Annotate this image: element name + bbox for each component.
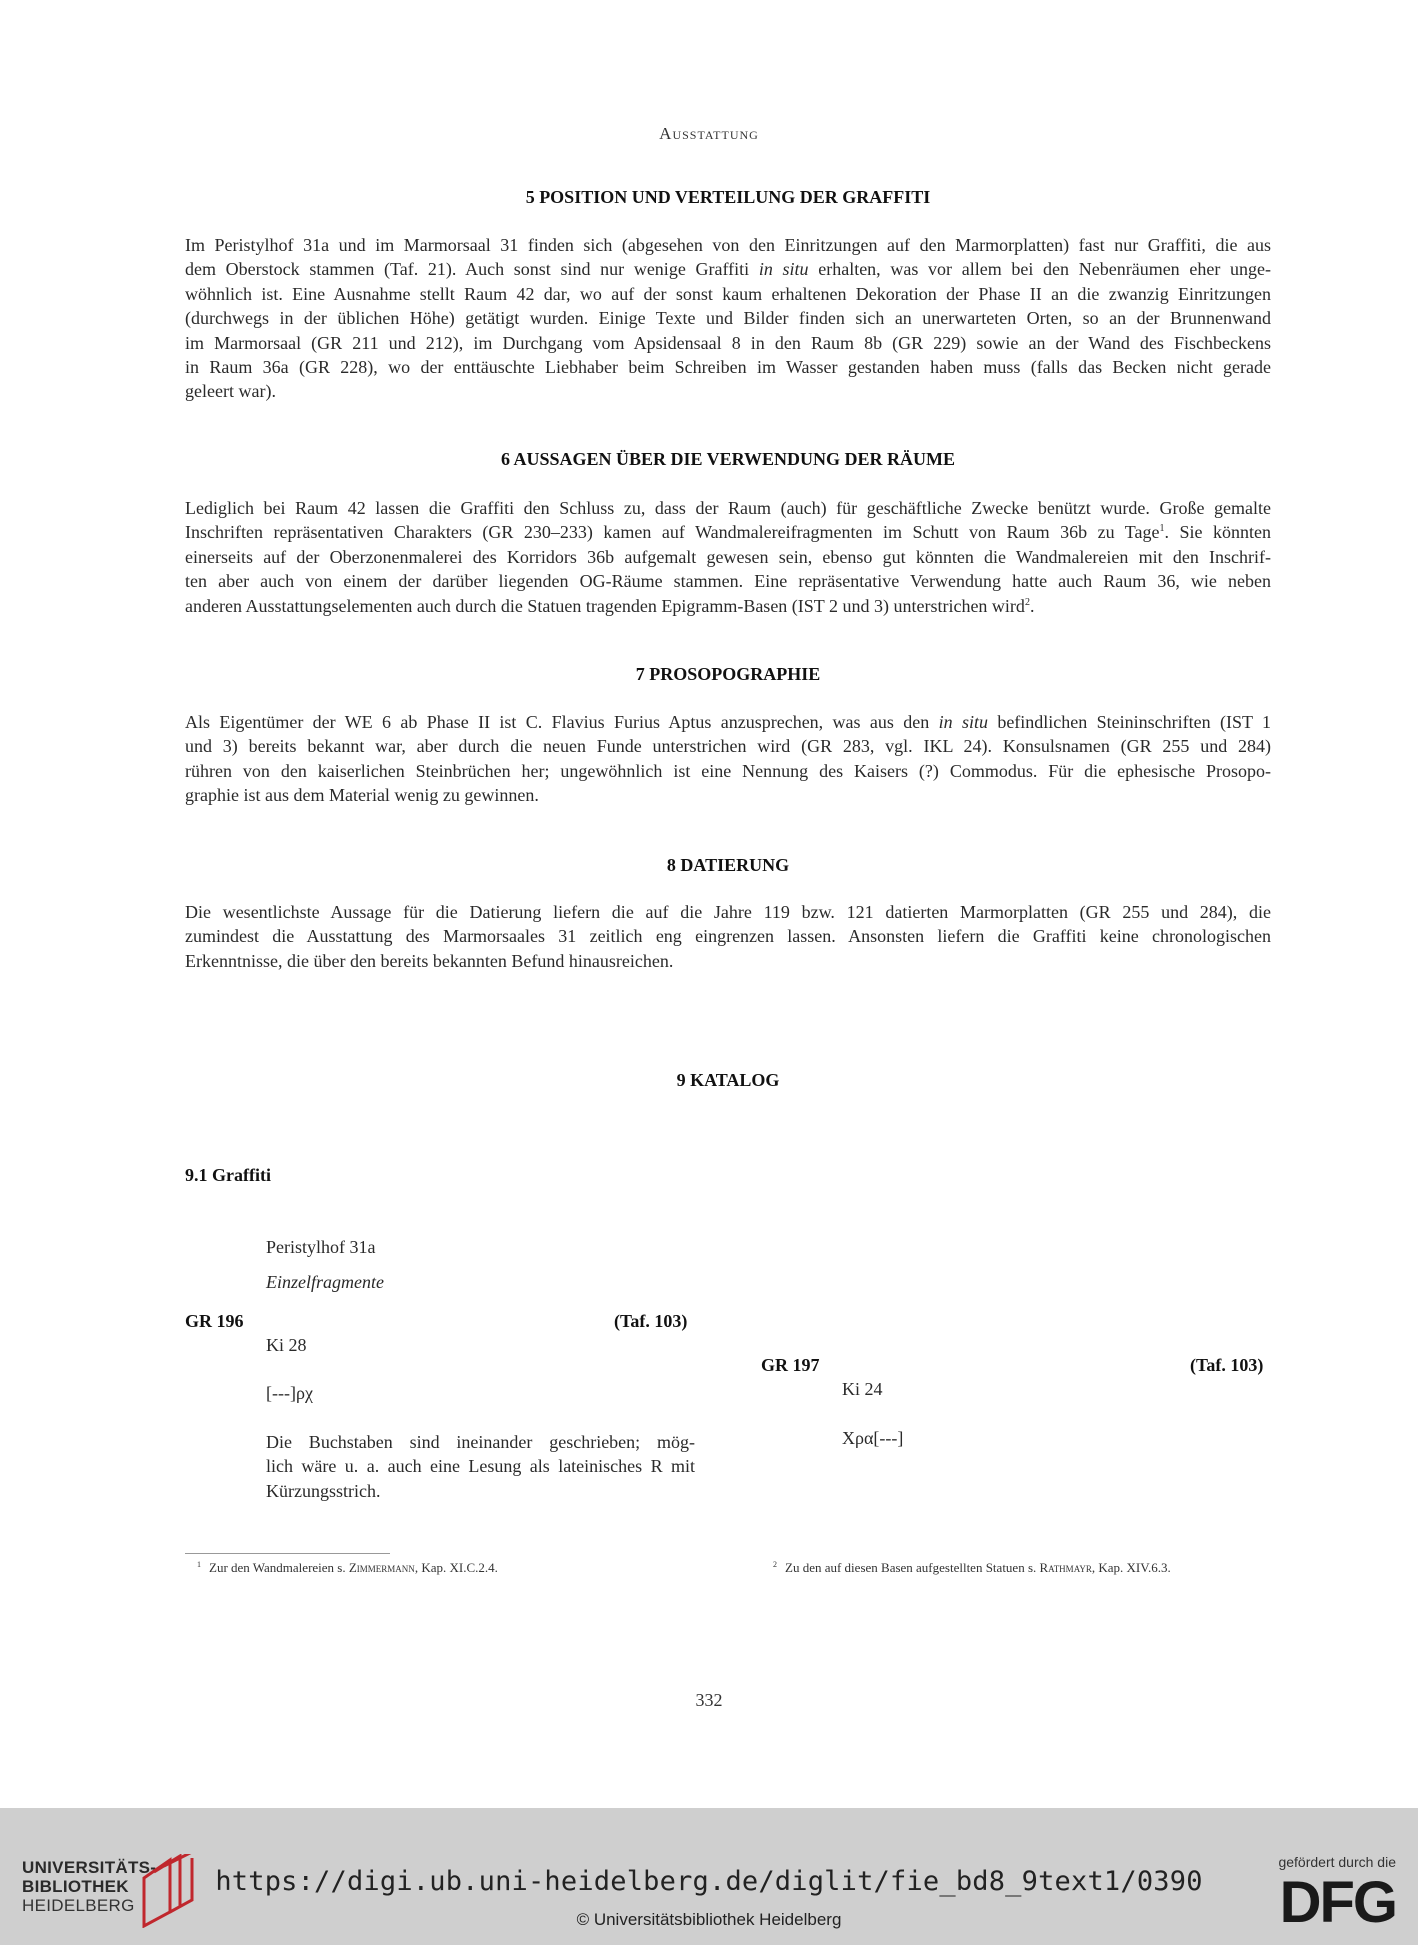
library-name-line-2: BIBLIOTHEK <box>22 1877 129 1896</box>
text-line: Als Eigentümer der WE 6 ab Phase II ist C. Flavius Furius Aptus anzusprechen, was aus den in situ befindlichen Steininschriften (IST 1 <box>185 712 1271 732</box>
text-line: und 3) bereits bekannt war, aber durch die neuen Funde unterstrichen wird (GR 283, vgl. IKL 24). Konsulsnamen (GR 255 und 284) <box>185 736 1271 757</box>
text-line: Die wesentlichste Aussage für die Datierung liefern die auf die Jahre 119 bzw. 121 datierten Marmorplatten (GR 255 und 284), die <box>185 902 1271 922</box>
comment-line: Kürzungsstrich. <box>266 1480 381 1501</box>
text-line: Im Peristylhof 31a und im Marmorsaal 31 finden sich (abgesehen von den Einritzungen auf den Marmorplatten) fast nur Graffiti, die aus <box>185 235 1271 255</box>
text-line: Inschriften repräsentativen Charakters (GR 230–233) kamen auf Wandmalereifragmenten im Schutt von Raum 36b zu Tage$^1$. Sie könnten <box>185 522 1271 543</box>
text-line: in Raum 36a (GR 228), wo der enttäuschte Liebhaber beim Schreiben im Wasser gestanden haben muss (falls das Becken nicht gerade <box>185 356 1271 377</box>
entry-gr196-text: [---]ρχ <box>266 1383 313 1403</box>
footnote-2: $^2$ Zu den auf diesen Basen aufgestellten Statuen s. Rathmayr, Kap. XIV.6.3. <box>773 1559 1171 1575</box>
text-line: anderen Ausstattungselementen auch durch die Statuen tragenden Epigramm-Basen (IST 2 und 3) unterstrichen wird$^2$. <box>185 595 1035 616</box>
footnote-rule <box>185 1553 390 1554</box>
running-head: Ausstattung <box>659 124 759 143</box>
text-line: graphie ist aus dem Material wenig zu gewinnen. <box>185 785 539 806</box>
text-line: einerseits auf der Oberzonenmalerei des Korridors 36b aufgemalt gewesen sein, ebenso gut könnten die Wandmalereien mit den Inschrif- <box>185 546 1271 567</box>
permalink-url[interactable]: https://digi.ub.uni-heidelberg.de/diglit/fie_bd8_9text1/0390 <box>215 1866 1203 1897</box>
entry-gr197-plate: (Taf. 103) <box>1190 1355 1264 1375</box>
library-name-line-3: HEIDELBERG <box>22 1896 135 1915</box>
entry-gr197-id: GR 197 <box>761 1355 820 1375</box>
text-line: wöhnlich ist. Eine Ausnahme stellt Raum 42 dar, wo auf der sonst kaum erhaltenen Dekoration der Phase II an die zwanzig Einritzungen <box>185 283 1271 304</box>
subsection-heading: 9.1 Graffiti <box>185 1165 271 1185</box>
funding-label: gefördert durch die <box>1278 1854 1396 1870</box>
entry-gr196-plate: (Taf. 103) <box>614 1311 688 1331</box>
text-line: dem Oberstock stammen (Taf. 21). Auch sonst sind nur wenige Graffiti in situ erhalten, was vor allem bei den Nebenräumen eher unge- <box>185 259 1272 280</box>
text-line: Erkenntnisse, die über den bereits bekannten Befund hinausreichen. <box>185 950 674 971</box>
page-number: 332 <box>695 1690 723 1710</box>
section-6-paragraph <box>185 496 1271 618</box>
text-line: geleert war). <box>185 381 276 402</box>
text-line: zumindest die Ausstattung des Marmorsaales 31 zeitlich eng eingrenzen lassen. Ansonsten liefern die Graffiti keine chronologischen <box>185 926 1271 947</box>
entry-gr197-text: Χρα[---] <box>842 1428 904 1448</box>
catalog-group: Einzelfragmente <box>266 1272 384 1292</box>
entry-gr196-comment <box>266 1430 695 1503</box>
entry-gr197-ref: Ki 24 <box>842 1379 883 1399</box>
text-line: rühren von den kaiserlichen Steinbrüchen her; ungewöhnlich ist eine Nennung des Kaisers (?) Commodus. Für die ephesische Prosopo- <box>185 760 1271 781</box>
comment-line: Die Buchstaben sind ineinander geschrieben; mög- <box>266 1432 695 1452</box>
text-line: Lediglich bei Raum 42 lassen die Graffiti den Schluss zu, dass der Raum (auch) für geschäftliche Zwecke benützt wurde. Große gemalte <box>185 498 1271 518</box>
copyright-notice: © Universitätsbibliothek Heidelberg <box>576 1910 842 1929</box>
section-7-heading: 7 PROSOPOGRAPHIE <box>635 664 821 684</box>
section-8-paragraph <box>185 900 1271 973</box>
library-name-line-1: UNIVERSITÄTS- <box>22 1858 157 1877</box>
entry-gr196-id: GR 196 <box>185 1311 244 1331</box>
section-5-paragraph <box>185 233 1271 404</box>
viewer-footer <box>0 1808 1418 1945</box>
entry-gr196-ref: Ki 28 <box>266 1335 307 1355</box>
section-7-paragraph <box>185 710 1271 808</box>
comment-line: lich wäre u. a. auch eine Lesung als lateinisches R mit <box>266 1456 695 1477</box>
section-6-heading: 6 AUSSAGEN ÜBER DIE VERWENDUNG DER RÄUME <box>500 449 956 469</box>
text-line: (durchwegs in der üblichen Höhe) getätigt wurden. Einige Texte und Bilder finden sich an unerwarteten Orten, so an der Brunnenwand <box>185 308 1271 329</box>
footnote-1: $^1$ Zur den Wandmalereien s. Zimmermann, Kap. XI.C.2.4. <box>197 1559 498 1575</box>
section-5-heading: 5 POSITION UND VERTEILUNG DER GRAFFITI <box>525 187 931 207</box>
section-9-heading: 9 KATALOG <box>676 1070 780 1090</box>
text-line: ten aber auch von einem der darüber liegenden OG-Räume stammen. Eine repräsentative Verwendung hatte auch Raum 36, wie neben <box>185 571 1271 592</box>
dfg-logo[interactable]: DFG <box>1279 1870 1396 1935</box>
section-8-heading: 8 DATIERUNG <box>666 855 790 875</box>
catalog-location: Peristylhof 31a <box>266 1237 376 1257</box>
text-line: im Marmorsaal (GR 211 und 212), im Durchgang vom Apsidensaal 8 in den Raum 8b (GR 229) sowie an der Wand des Fischbeckens <box>185 332 1271 353</box>
